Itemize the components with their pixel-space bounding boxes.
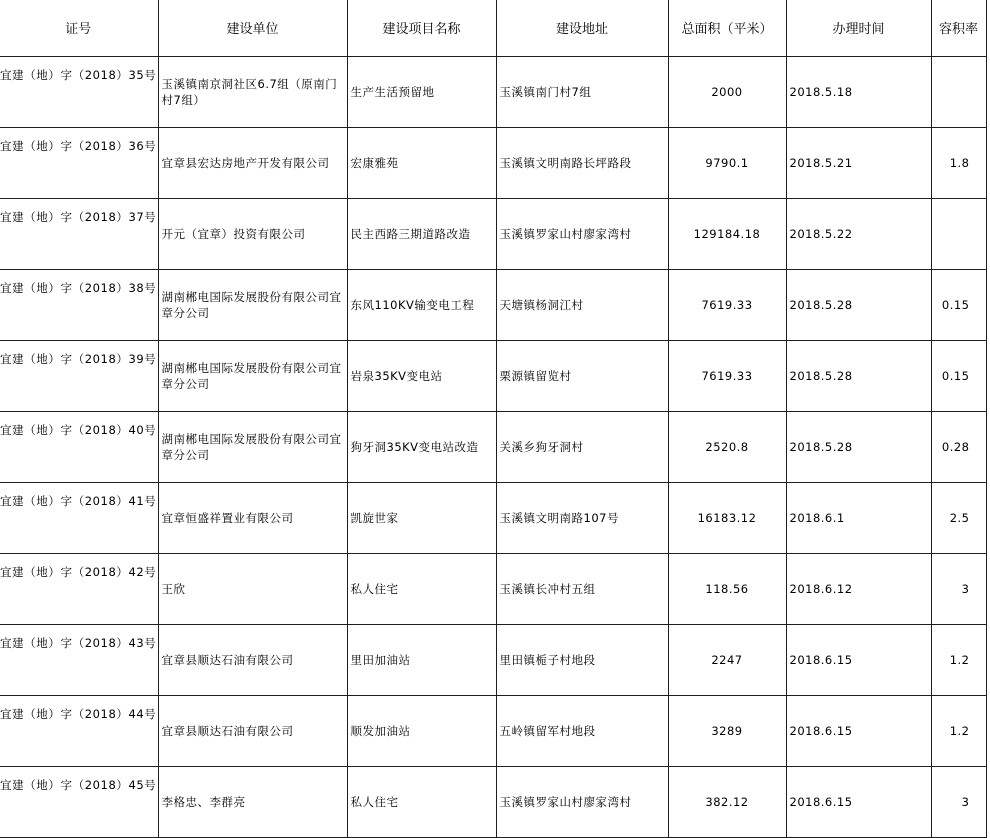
address-cell[interactable]: 玉溪镇南门村7组	[496, 57, 668, 128]
header-date[interactable]: 办理时间	[786, 0, 931, 57]
project-name-cell[interactable]: 岩泉35KV变电站	[347, 341, 496, 412]
header-ratio[interactable]: 容积率	[931, 0, 986, 57]
project-name-cell[interactable]: 生产生活预留地	[347, 57, 496, 128]
area-cell[interactable]: 9790.1	[668, 128, 786, 199]
ratio-cell[interactable]	[931, 199, 986, 270]
project-name-cell[interactable]: 私人住宅	[347, 554, 496, 625]
ratio-cell[interactable]: 0.15	[931, 341, 986, 412]
table-row	[0, 341, 986, 412]
area-cell[interactable]: 2520.8	[668, 412, 786, 483]
header-unit[interactable]: 建设单位	[158, 0, 347, 57]
address-cell[interactable]: 玉溪镇文明南路107号	[496, 483, 668, 554]
area-cell[interactable]: 118.56	[668, 554, 786, 625]
unit-cell[interactable]: 湖南郴电国际发展股份有限公司宜章分公司	[158, 412, 347, 483]
unit-cell[interactable]: 宜章县宏达房地产开发有限公司	[158, 128, 347, 199]
cert-cell[interactable]: 宜建（地）字（2018）42号	[0, 554, 158, 625]
unit-cell[interactable]: 王欣	[158, 554, 347, 625]
address-cell[interactable]: 玉溪镇罗家山村廖家湾村	[496, 199, 668, 270]
unit-cell[interactable]: 宜章县顺达石油有限公司	[158, 696, 347, 767]
area-cell[interactable]: 2000	[668, 57, 786, 128]
address-cell[interactable]: 栗源镇留览村	[496, 341, 668, 412]
area-cell[interactable]: 382.12	[668, 767, 786, 838]
project-name-cell[interactable]: 狗牙洞35KV变电站改造	[347, 412, 496, 483]
cert-cell[interactable]: 宜建（地）字（2018）38号	[0, 270, 158, 341]
table-row	[0, 128, 986, 199]
address-cell[interactable]: 玉溪镇文明南路长坪路段	[496, 128, 668, 199]
project-name-cell[interactable]: 私人住宅	[347, 767, 496, 838]
cert-cell[interactable]: 宜建（地）字（2018）44号	[0, 696, 158, 767]
cert-cell[interactable]: 宜建（地）字（2018）43号	[0, 625, 158, 696]
table-row	[0, 767, 986, 838]
ratio-cell[interactable]: 0.15	[931, 270, 986, 341]
project-name-cell[interactable]: 民主西路三期道路改造	[347, 199, 496, 270]
address-cell[interactable]: 玉溪镇长冲村五组	[496, 554, 668, 625]
date-cell[interactable]: 2018.6.12	[786, 554, 931, 625]
date-cell[interactable]: 2018.5.21	[786, 128, 931, 199]
project-name-cell[interactable]: 顺发加油站	[347, 696, 496, 767]
project-name-cell[interactable]: 东风110KV输变电工程	[347, 270, 496, 341]
cert-cell[interactable]: 宜建（地）字（2018）40号	[0, 412, 158, 483]
ratio-cell[interactable]	[931, 57, 986, 128]
area-cell[interactable]: 7619.33	[668, 270, 786, 341]
table-row	[0, 554, 986, 625]
date-cell[interactable]: 2018.5.18	[786, 57, 931, 128]
header-project-name[interactable]: 建设项目名称	[347, 0, 496, 57]
area-cell[interactable]: 7619.33	[668, 341, 786, 412]
ratio-cell[interactable]: 1.8	[931, 128, 986, 199]
area-cell[interactable]: 2247	[668, 625, 786, 696]
table-row	[0, 270, 986, 341]
date-cell[interactable]: 2018.5.22	[786, 199, 931, 270]
unit-cell[interactable]: 湖南郴电国际发展股份有限公司宜章分公司	[158, 270, 347, 341]
header-cert[interactable]: 证号	[0, 0, 158, 57]
area-cell[interactable]: 3289	[668, 696, 786, 767]
date-cell[interactable]: 2018.5.28	[786, 270, 931, 341]
date-cell[interactable]: 2018.5.28	[786, 341, 931, 412]
ratio-cell[interactable]: 1.2	[931, 696, 986, 767]
table-row	[0, 412, 986, 483]
ratio-cell[interactable]: 1.2	[931, 625, 986, 696]
cert-cell[interactable]: 宜建（地）字（2018）45号	[0, 767, 158, 838]
project-name-cell[interactable]: 里田加油站	[347, 625, 496, 696]
ratio-cell[interactable]: 3	[931, 554, 986, 625]
unit-cell[interactable]: 湖南郴电国际发展股份有限公司宜章分公司	[158, 341, 347, 412]
date-cell[interactable]: 2018.6.15	[786, 767, 931, 838]
area-cell[interactable]: 16183.12	[668, 483, 786, 554]
header-area[interactable]: 总面积（平米）	[668, 0, 786, 57]
ratio-cell[interactable]: 2.5	[931, 483, 986, 554]
header-row	[0, 0, 986, 57]
header-address[interactable]: 建设地址	[496, 0, 668, 57]
cert-cell[interactable]: 宜建（地）字（2018）39号	[0, 341, 158, 412]
table-row	[0, 199, 986, 270]
unit-cell[interactable]: 李格忠、李群亮	[158, 767, 347, 838]
address-cell[interactable]: 里田镇栀子村地段	[496, 625, 668, 696]
table-row	[0, 625, 986, 696]
table-row	[0, 57, 986, 128]
ratio-cell[interactable]: 0.28	[931, 412, 986, 483]
unit-cell[interactable]: 宜章县顺达石油有限公司	[158, 625, 347, 696]
address-cell[interactable]: 关溪乡狗牙洞村	[496, 412, 668, 483]
project-name-cell[interactable]: 宏康雅苑	[347, 128, 496, 199]
unit-cell[interactable]: 玉溪镇南京洞社区6.7组（原南门村7组）	[158, 57, 347, 128]
date-cell[interactable]: 2018.6.15	[786, 625, 931, 696]
address-cell[interactable]: 天塘镇杨洞江村	[496, 270, 668, 341]
table-row	[0, 483, 986, 554]
date-cell[interactable]: 2018.6.1	[786, 483, 931, 554]
cert-cell[interactable]: 宜建（地）字（2018）35号	[0, 57, 158, 128]
table-row	[0, 696, 986, 767]
address-cell[interactable]: 五岭镇留军村地段	[496, 696, 668, 767]
area-cell[interactable]: 129184.18	[668, 199, 786, 270]
cert-cell[interactable]: 宜建（地）字（2018）37号	[0, 199, 158, 270]
cert-cell[interactable]: 宜建（地）字（2018）41号	[0, 483, 158, 554]
address-cell[interactable]: 玉溪镇罗家山村廖家湾村	[496, 767, 668, 838]
date-cell[interactable]: 2018.6.15	[786, 696, 931, 767]
date-cell[interactable]: 2018.5.28	[786, 412, 931, 483]
ratio-cell[interactable]: 3	[931, 767, 986, 838]
unit-cell[interactable]: 宜章恒盛祥置业有限公司	[158, 483, 347, 554]
project-name-cell[interactable]: 凯旋世家	[347, 483, 496, 554]
cert-cell[interactable]: 宜建（地）字（2018）36号	[0, 128, 158, 199]
unit-cell[interactable]: 开元（宜章）投资有限公司	[158, 199, 347, 270]
